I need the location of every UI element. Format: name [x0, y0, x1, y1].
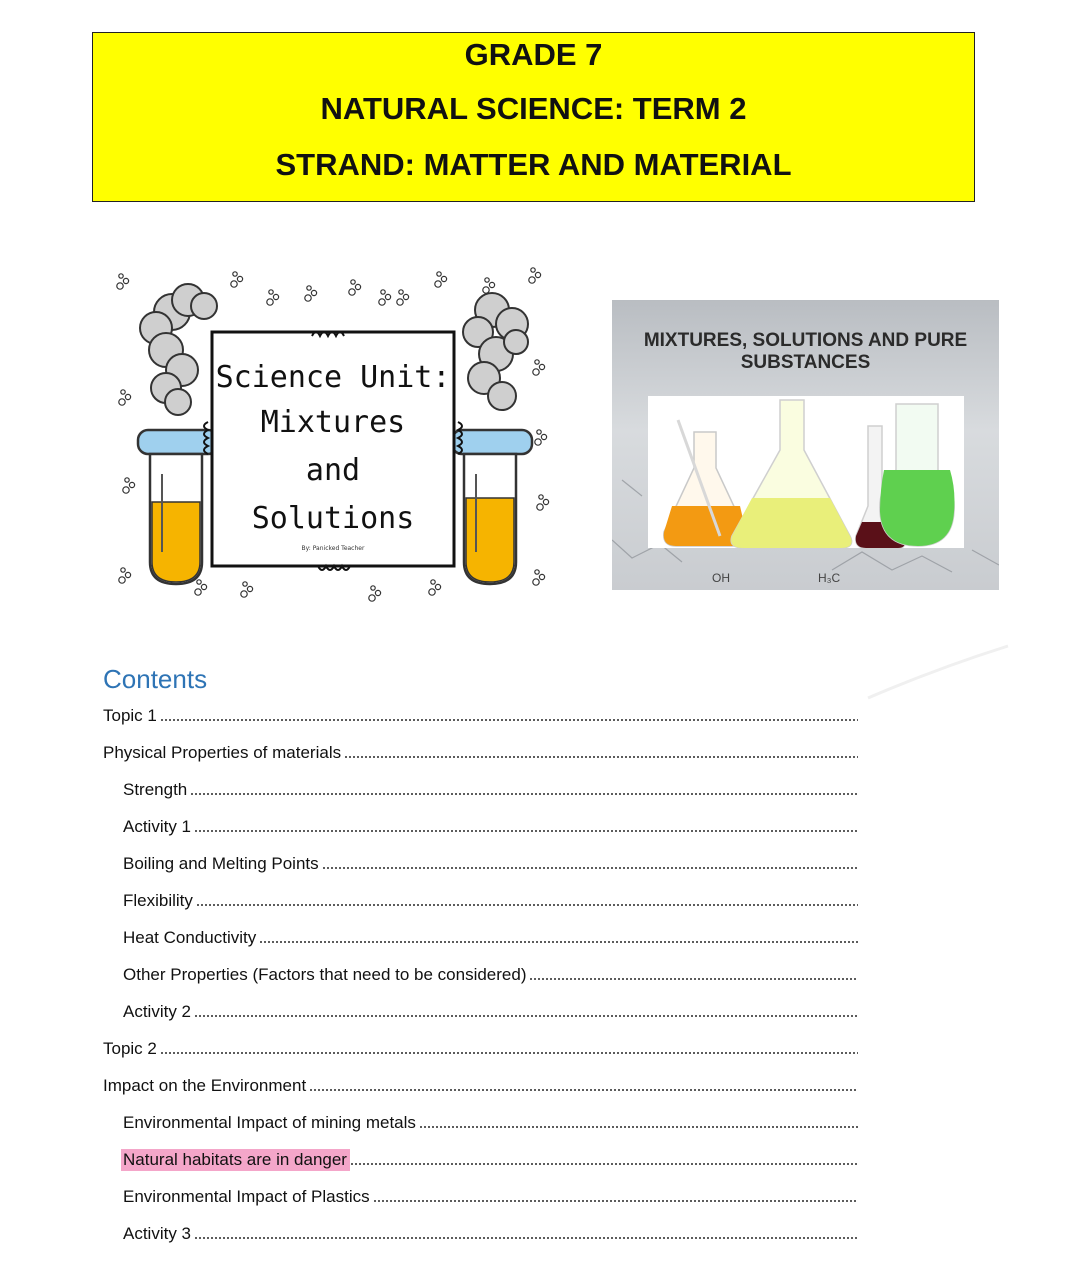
- toc-entry-label: Activity 3: [123, 1224, 192, 1243]
- flasks-photo: [612, 300, 999, 590]
- photo-title: MIXTURES, SOLUTIONS AND PURE SUBSTANCES: [643, 330, 968, 373]
- toc-entry[interactable]: [123, 814, 858, 838]
- toc-dot-leader: [196, 903, 858, 907]
- toc-entry-label: Boiling and Melting Points: [123, 854, 319, 873]
- toc-entry[interactable]: [123, 1110, 858, 1134]
- clipart-drawing: [112, 262, 560, 607]
- clipart-title-line3: and: [305, 453, 361, 488]
- toc-dot-leader: [309, 1088, 858, 1092]
- toc-entry-label: Environmental Impact of Plastics: [123, 1187, 370, 1206]
- clipart-byline: By: Panicked Teacher: [301, 545, 365, 552]
- grade-title: GRADE 7: [464, 37, 603, 72]
- toc-entry-label: Other Properties (Factors that need to be considered): [123, 965, 527, 984]
- toc-dot-leader: [160, 718, 858, 722]
- toc-dot-leader: [259, 940, 858, 944]
- toc-entry[interactable]: [123, 925, 858, 949]
- strand-title: STRAND: MATTER AND MATERIAL: [275, 147, 792, 182]
- toc-entry-label: Topic 2: [103, 1039, 157, 1058]
- toc-dot-leader: [344, 755, 858, 759]
- toc-dot-leader: [194, 829, 858, 833]
- formula-oh: OH: [712, 571, 730, 585]
- toc-entry-label: Strength: [123, 780, 188, 799]
- science-unit-clipart: [112, 262, 560, 607]
- toc-dot-leader: [373, 1199, 858, 1203]
- toc-entry[interactable]: [123, 1147, 858, 1171]
- toc-entry-label: Activity 2: [123, 1002, 192, 1021]
- toc-entry[interactable]: [103, 1073, 858, 1097]
- toc-entry-label: Natural habitats are in danger: [121, 1149, 350, 1171]
- clipart-title-line1: Science Unit:: [215, 360, 451, 395]
- toc-entry[interactable]: [123, 962, 858, 986]
- toc-entry[interactable]: [123, 1221, 858, 1245]
- toc-entry-label: Impact on the Environment: [103, 1076, 307, 1095]
- toc-entry-label: Physical Properties of materials: [103, 743, 342, 762]
- contents-heading: Contents: [103, 664, 208, 694]
- toc-entry-label: Heat Conductivity: [123, 928, 257, 947]
- toc-entry[interactable]: [123, 999, 858, 1023]
- toc-dot-leader: [194, 1236, 858, 1240]
- formula-h3c: H₃C: [818, 571, 841, 585]
- toc-entry[interactable]: [123, 777, 858, 801]
- subject-title: NATURAL SCIENCE: TERM 2: [320, 91, 747, 126]
- toc-dot-leader: [350, 1162, 858, 1166]
- toc-dot-leader: [190, 792, 858, 796]
- toc-entry[interactable]: [123, 1184, 858, 1208]
- toc-entry[interactable]: [103, 740, 858, 764]
- toc-entry-label: Activity 1: [123, 817, 192, 836]
- toc-entry-label: Flexibility: [123, 891, 193, 910]
- toc-entry[interactable]: [103, 703, 858, 727]
- toc-entry-label: Environmental Impact of mining metals: [123, 1113, 416, 1132]
- toc-entry[interactable]: [103, 1036, 858, 1060]
- toc-dot-leader: [419, 1125, 858, 1129]
- toc-entry-label: Topic 1: [103, 706, 157, 725]
- toc-dot-leader: [160, 1051, 858, 1055]
- toc-dot-leader: [529, 977, 858, 981]
- clipart-title-line2: Mixtures: [260, 405, 406, 440]
- toc-entry[interactable]: [123, 888, 858, 912]
- toc-dot-leader: [194, 1014, 858, 1018]
- toc-entry[interactable]: [123, 851, 858, 875]
- clipart-title-line4: Solutions: [251, 501, 415, 536]
- toc-dot-leader: [322, 866, 858, 870]
- scribble-cover: [858, 640, 1080, 1274]
- title-banner: [92, 32, 975, 202]
